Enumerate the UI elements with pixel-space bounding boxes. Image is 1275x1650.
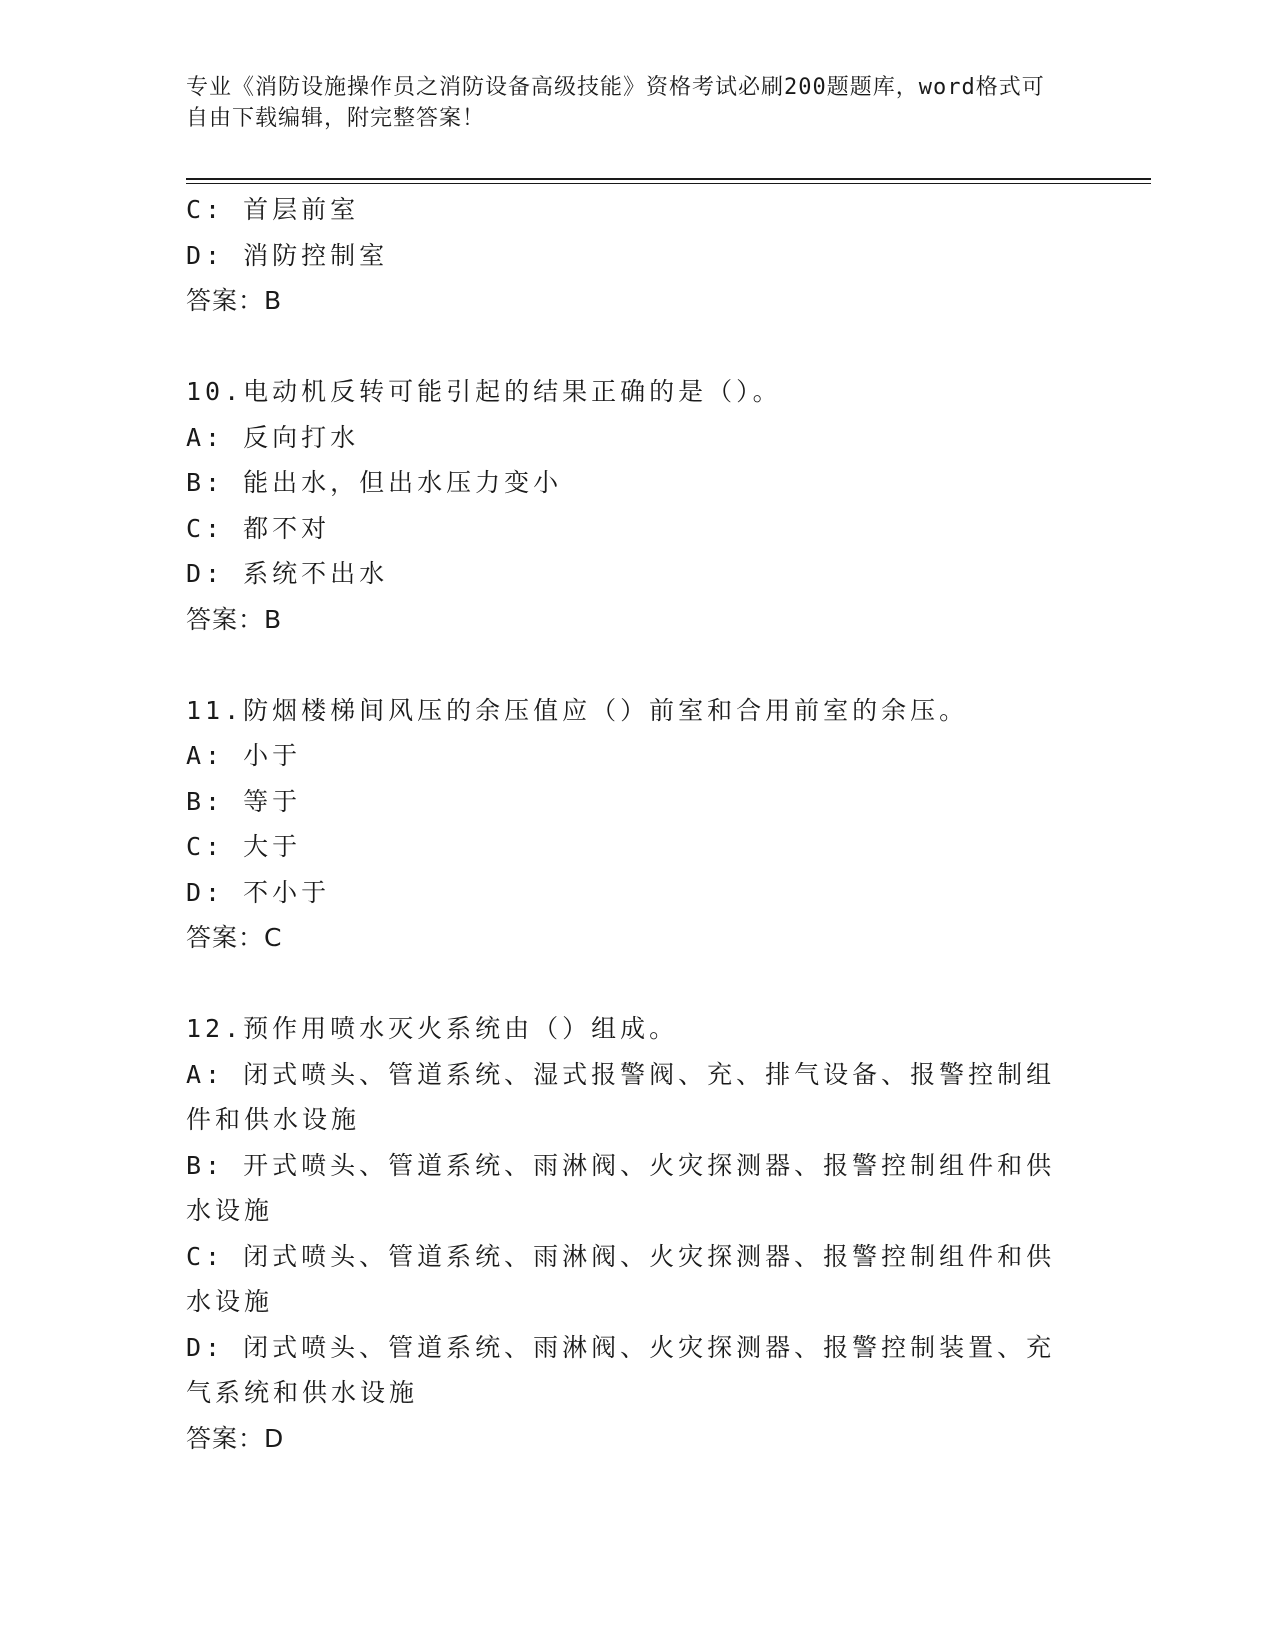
option-b: B: 能出水，但出水压力变小 xyxy=(186,468,563,497)
spacer xyxy=(186,961,1066,1007)
spacer xyxy=(186,642,1066,688)
question-stem: 12.预作用喷水灭火系统由（）组成。 xyxy=(186,1014,679,1043)
option-c: C: 首层前室 xyxy=(186,195,360,224)
question-stem: 10.电动机反转可能引起的结果正确的是（）。 xyxy=(186,377,782,406)
answer-line: 答案：B xyxy=(186,286,283,315)
option-c: C: 闭式喷头、管道系统、雨淋阀、火灾探测器、报警控制组件和供水设施 xyxy=(186,1241,1056,1316)
option-b: B: 等于 xyxy=(186,786,302,816)
option-d: D: 消防控制室 xyxy=(186,240,389,270)
header-title: 专业《消防设施操作员之消防设备高级技能》资格考试必刷200题题库，word格式可自由下载编辑，附完整答案！ xyxy=(186,75,1045,131)
question-10 xyxy=(186,369,1066,642)
question-11 xyxy=(186,688,1066,961)
answer-line: 答案：B xyxy=(186,604,283,634)
header-divider-thin xyxy=(186,183,1151,184)
option-a: A: 小于 xyxy=(186,741,302,770)
option-b: B: 开式喷头、管道系统、雨淋阀、火灾探测器、报警控制组件和供水设施 xyxy=(186,1150,1056,1225)
prev-question-tail xyxy=(186,187,1066,324)
question-stem: 11.防烟楼梯间风压的余压值应（）前室和合用前室的余压。 xyxy=(186,695,969,725)
question-12 xyxy=(186,1006,1066,1461)
option-c: C: 都不对 xyxy=(186,513,331,543)
option-d: D: 闭式喷头、管道系统、雨淋阀、火灾探测器、报警控制装置、充气系统和供水设施 xyxy=(186,1332,1056,1407)
header-divider-thick xyxy=(186,178,1151,180)
answer-line: 答案：D xyxy=(186,1423,285,1453)
answer-line: 答案：C xyxy=(186,923,283,952)
option-a: A: 闭式喷头、管道系统、湿式报警阀、充、排气设备、报警控制组件和供水设施 xyxy=(186,1059,1056,1134)
question-content xyxy=(186,187,1066,1461)
option-a: A: 反向打水 xyxy=(186,422,360,452)
option-d: D: 系统不出水 xyxy=(186,559,389,588)
spacer xyxy=(186,324,1066,370)
option-c: C: 大于 xyxy=(186,832,302,861)
option-d: D: 不小于 xyxy=(186,877,331,907)
document-header xyxy=(186,72,1066,134)
